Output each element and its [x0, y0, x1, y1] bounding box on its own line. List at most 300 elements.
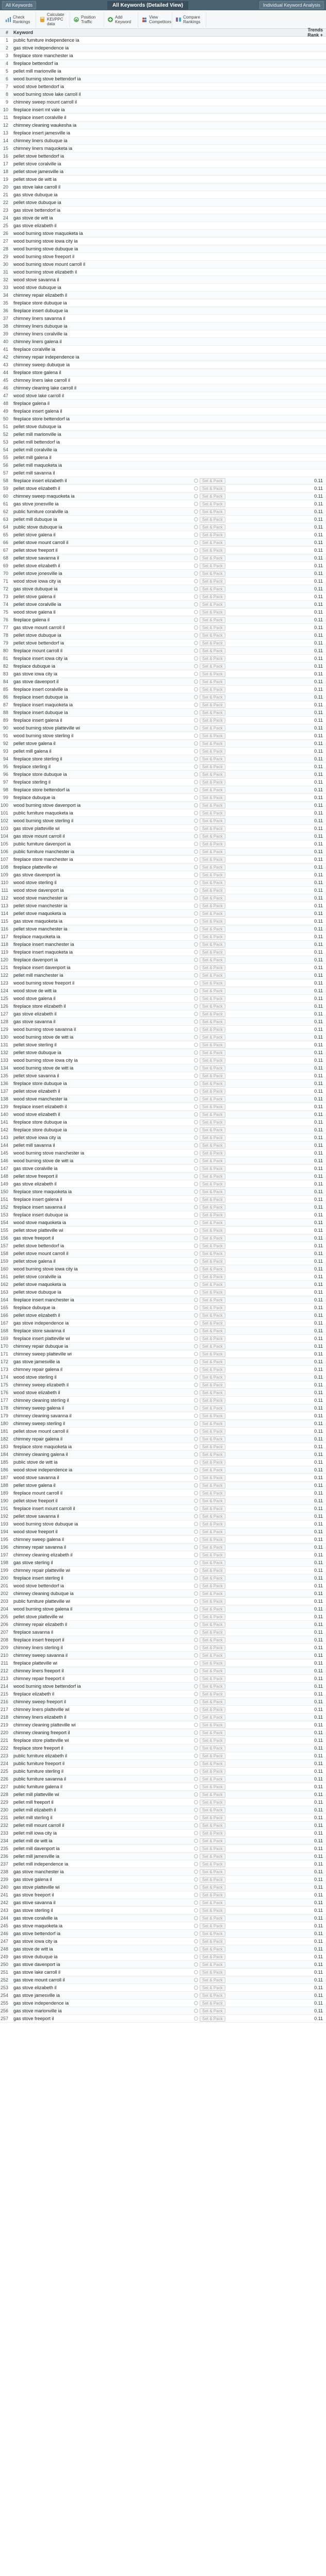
- table-row[interactable]: [0, 554, 326, 562]
- set-pack-button[interactable]: Set & Pack: [200, 2016, 225, 2022]
- set-pack-button[interactable]: Set & Pack: [200, 679, 225, 685]
- set-pack-button[interactable]: Set & Pack: [200, 942, 225, 947]
- table-row[interactable]: [0, 817, 326, 825]
- header-trends-rank[interactable]: Trends Rank +: [307, 27, 323, 38]
- set-pack-button[interactable]: Set & Pack: [200, 494, 225, 499]
- table-row[interactable]: [0, 1435, 326, 1443]
- table-row[interactable]: [0, 933, 326, 941]
- table-row[interactable]: [0, 732, 326, 740]
- table-row[interactable]: [0, 1018, 326, 1026]
- set-pack-button[interactable]: Set & Pack: [200, 1985, 225, 1991]
- set-pack-button[interactable]: Set & Pack: [200, 1514, 225, 1519]
- table-row[interactable]: [0, 1976, 326, 1984]
- table-row[interactable]: [0, 323, 326, 330]
- set-pack-button[interactable]: Set & Pack: [200, 1004, 225, 1009]
- table-row[interactable]: [0, 261, 326, 268]
- table-row[interactable]: [0, 755, 326, 763]
- table-row[interactable]: [0, 840, 326, 848]
- set-pack-button[interactable]: Set & Pack: [200, 1923, 225, 1929]
- set-pack-button[interactable]: Set & Pack: [200, 787, 225, 793]
- table-row[interactable]: [0, 1999, 326, 2007]
- table-row[interactable]: [0, 106, 326, 114]
- table-row[interactable]: [0, 1837, 326, 1845]
- table-row[interactable]: [0, 129, 326, 137]
- table-row[interactable]: [0, 1922, 326, 1930]
- set-pack-button[interactable]: Set & Pack: [200, 1212, 225, 1218]
- set-pack-button[interactable]: Set & Pack: [200, 625, 225, 631]
- table-row[interactable]: [0, 462, 326, 469]
- set-pack-button[interactable]: Set & Pack: [200, 733, 225, 739]
- set-pack-button[interactable]: Set & Pack: [200, 640, 225, 646]
- table-row[interactable]: [0, 740, 326, 748]
- view-competitors-button[interactable]: [138, 12, 172, 27]
- table-row[interactable]: [0, 1350, 326, 1358]
- set-pack-button[interactable]: Set & Pack: [200, 1189, 225, 1195]
- table-row[interactable]: [0, 1737, 326, 1744]
- table-row[interactable]: [0, 616, 326, 624]
- table-row[interactable]: [0, 1142, 326, 1149]
- table-row[interactable]: [0, 1698, 326, 1706]
- table-row[interactable]: [0, 1829, 326, 1837]
- table-row[interactable]: [0, 268, 326, 276]
- set-pack-button[interactable]: Set & Pack: [200, 1575, 225, 1581]
- set-pack-button[interactable]: Set & Pack: [200, 602, 225, 607]
- table-row[interactable]: [0, 145, 326, 152]
- set-pack-button[interactable]: Set & Pack: [200, 1290, 225, 1295]
- table-row[interactable]: [0, 1899, 326, 1907]
- table-row[interactable]: [0, 972, 326, 979]
- table-row[interactable]: [0, 786, 326, 794]
- set-pack-button[interactable]: Set & Pack: [200, 1800, 225, 1805]
- table-row[interactable]: [0, 469, 326, 477]
- set-pack-button[interactable]: Set & Pack: [200, 1320, 225, 1326]
- table-row[interactable]: [0, 1629, 326, 1636]
- table-row[interactable]: [0, 516, 326, 523]
- set-pack-button[interactable]: Set & Pack: [200, 1537, 225, 1543]
- table-row[interactable]: [0, 1945, 326, 1953]
- table-row[interactable]: [0, 848, 326, 856]
- set-pack-button[interactable]: Set & Pack: [200, 656, 225, 662]
- table-row[interactable]: [0, 578, 326, 585]
- set-pack-button[interactable]: Set & Pack: [200, 702, 225, 708]
- set-pack-button[interactable]: Set & Pack: [200, 1143, 225, 1148]
- set-pack-button[interactable]: Set & Pack: [200, 1784, 225, 1790]
- set-pack-button[interactable]: Set & Pack: [200, 795, 225, 801]
- set-pack-button[interactable]: Set & Pack: [200, 749, 225, 754]
- set-pack-button[interactable]: Set & Pack: [200, 895, 225, 901]
- table-row[interactable]: [0, 83, 326, 91]
- table-row[interactable]: [0, 1775, 326, 1783]
- table-row[interactable]: [0, 833, 326, 840]
- set-pack-button[interactable]: Set & Pack: [200, 1529, 225, 1535]
- table-row[interactable]: [0, 678, 326, 686]
- set-pack-button[interactable]: Set & Pack: [200, 594, 225, 600]
- set-pack-button[interactable]: Set & Pack: [200, 880, 225, 886]
- set-pack-button[interactable]: Set & Pack: [200, 911, 225, 917]
- table-row[interactable]: [0, 686, 326, 693]
- table-row[interactable]: [0, 1768, 326, 1775]
- table-row[interactable]: [0, 670, 326, 678]
- set-pack-button[interactable]: Set & Pack: [200, 1367, 225, 1372]
- table-row[interactable]: [0, 238, 326, 245]
- table-row[interactable]: [0, 1559, 326, 1567]
- set-pack-button[interactable]: Set & Pack: [200, 1715, 225, 1720]
- set-pack-button[interactable]: Set & Pack: [200, 1691, 225, 1697]
- table-row[interactable]: [0, 717, 326, 724]
- set-pack-button[interactable]: Set & Pack: [200, 1429, 225, 1434]
- set-pack-button[interactable]: Set & Pack: [200, 934, 225, 940]
- set-pack-button[interactable]: Set & Pack: [200, 532, 225, 538]
- table-row[interactable]: [0, 230, 326, 238]
- set-pack-button[interactable]: Set & Pack: [200, 1861, 225, 1867]
- table-row[interactable]: [0, 763, 326, 771]
- table-row[interactable]: [0, 585, 326, 593]
- table-row[interactable]: [0, 1312, 326, 1319]
- table-row[interactable]: [0, 60, 326, 67]
- set-pack-button[interactable]: Set & Pack: [200, 841, 225, 847]
- table-row[interactable]: [0, 902, 326, 910]
- set-pack-button[interactable]: Set & Pack: [200, 1089, 225, 1094]
- table-row[interactable]: [0, 925, 326, 933]
- table-row[interactable]: [0, 1953, 326, 1961]
- table-row[interactable]: [0, 1227, 326, 1234]
- table-row[interactable]: [0, 1466, 326, 1474]
- table-row[interactable]: [0, 1026, 326, 1033]
- set-pack-button[interactable]: Set & Pack: [200, 1776, 225, 1782]
- set-pack-button[interactable]: Set & Pack: [200, 1359, 225, 1365]
- set-pack-button[interactable]: Set & Pack: [200, 1081, 225, 1087]
- table-row[interactable]: [0, 964, 326, 972]
- table-row[interactable]: [0, 1088, 326, 1095]
- table-row[interactable]: [0, 1118, 326, 1126]
- set-pack-button[interactable]: Set & Pack: [200, 1545, 225, 1550]
- set-pack-button[interactable]: Set & Pack: [200, 1854, 225, 1859]
- table-row[interactable]: [0, 856, 326, 863]
- set-pack-button[interactable]: Set & Pack: [200, 779, 225, 785]
- table-row[interactable]: [0, 802, 326, 809]
- set-pack-button[interactable]: Set & Pack: [200, 996, 225, 1002]
- set-pack-button[interactable]: Set & Pack: [200, 965, 225, 971]
- table-row[interactable]: [0, 1528, 326, 1536]
- set-pack-button[interactable]: Set & Pack: [200, 1699, 225, 1705]
- table-row[interactable]: [0, 330, 326, 338]
- table-row[interactable]: [0, 1111, 326, 1118]
- set-pack-button[interactable]: Set & Pack: [200, 555, 225, 561]
- table-row[interactable]: [0, 1860, 326, 1868]
- table-row[interactable]: [0, 377, 326, 384]
- set-pack-button[interactable]: Set & Pack: [200, 486, 225, 492]
- set-pack-button[interactable]: Set & Pack: [200, 1653, 225, 1658]
- table-row[interactable]: [0, 887, 326, 894]
- set-pack-button[interactable]: Set & Pack: [200, 633, 225, 638]
- table-row[interactable]: [0, 894, 326, 902]
- set-pack-button[interactable]: Set & Pack: [200, 1614, 225, 1620]
- set-pack-button[interactable]: Set & Pack: [200, 1823, 225, 1828]
- set-pack-button[interactable]: Set & Pack: [200, 501, 225, 507]
- set-pack-button[interactable]: Set & Pack: [200, 1769, 225, 1774]
- table-row[interactable]: [0, 361, 326, 369]
- table-row[interactable]: [0, 1992, 326, 1999]
- table-row[interactable]: [0, 1667, 326, 1675]
- set-pack-button[interactable]: Set & Pack: [200, 1313, 225, 1318]
- set-pack-button[interactable]: Set & Pack: [200, 1730, 225, 1736]
- set-pack-button[interactable]: Set & Pack: [200, 1243, 225, 1249]
- set-pack-button[interactable]: Set & Pack: [200, 1282, 225, 1287]
- table-row[interactable]: [0, 1080, 326, 1088]
- table-row[interactable]: [0, 1605, 326, 1613]
- table-row[interactable]: [0, 570, 326, 578]
- table-row[interactable]: [0, 1914, 326, 1922]
- table-row[interactable]: [0, 1652, 326, 1659]
- table-row[interactable]: [0, 794, 326, 802]
- set-pack-button[interactable]: Set & Pack: [200, 718, 225, 723]
- set-pack-button[interactable]: Set & Pack: [200, 1344, 225, 1349]
- set-pack-button[interactable]: Set & Pack: [200, 1158, 225, 1164]
- table-row[interactable]: [0, 1041, 326, 1049]
- set-pack-button[interactable]: Set & Pack: [200, 1676, 225, 1682]
- set-pack-button[interactable]: Set & Pack: [200, 1660, 225, 1666]
- table-row[interactable]: [0, 1428, 326, 1435]
- table-row[interactable]: [0, 477, 326, 485]
- table-row[interactable]: [0, 1327, 326, 1335]
- table-row[interactable]: [0, 1907, 326, 1914]
- table-row[interactable]: [0, 1281, 326, 1289]
- table-row[interactable]: [0, 1721, 326, 1729]
- table-row[interactable]: [0, 1752, 326, 1760]
- set-pack-button[interactable]: Set & Pack: [200, 903, 225, 909]
- table-row[interactable]: [0, 338, 326, 346]
- table-row[interactable]: [0, 1497, 326, 1505]
- set-pack-button[interactable]: Set & Pack: [200, 1251, 225, 1257]
- set-pack-button[interactable]: Set & Pack: [200, 1684, 225, 1689]
- table-row[interactable]: [0, 1814, 326, 1822]
- table-row[interactable]: [0, 1010, 326, 1018]
- table-row[interactable]: [0, 1188, 326, 1196]
- set-pack-button[interactable]: Set & Pack: [200, 1328, 225, 1334]
- table-row[interactable]: [0, 1234, 326, 1242]
- compare-rankings-button[interactable]: [172, 12, 206, 27]
- set-pack-button[interactable]: Set & Pack: [200, 509, 225, 515]
- set-pack-button[interactable]: Set & Pack: [200, 1460, 225, 1465]
- set-pack-button[interactable]: Set & Pack: [200, 524, 225, 530]
- table-row[interactable]: [0, 1265, 326, 1273]
- set-pack-button[interactable]: Set & Pack: [200, 1591, 225, 1597]
- set-pack-button[interactable]: Set & Pack: [200, 694, 225, 700]
- table-row[interactable]: [0, 871, 326, 879]
- set-pack-button[interactable]: Set & Pack: [200, 571, 225, 577]
- table-row[interactable]: [0, 1258, 326, 1265]
- table-row[interactable]: [0, 1250, 326, 1258]
- calculate-kei-button[interactable]: [36, 12, 70, 27]
- set-pack-button[interactable]: Set & Pack: [200, 857, 225, 862]
- table-row[interactable]: [0, 941, 326, 948]
- table-row[interactable]: [0, 183, 326, 191]
- table-row[interactable]: [0, 1984, 326, 1992]
- set-pack-button[interactable]: Set & Pack: [200, 617, 225, 623]
- table-row[interactable]: [0, 1551, 326, 1559]
- set-pack-button[interactable]: Set & Pack: [200, 2008, 225, 2014]
- set-pack-button[interactable]: Set & Pack: [200, 1421, 225, 1427]
- table-row[interactable]: [0, 771, 326, 778]
- set-pack-button[interactable]: Set & Pack: [200, 1939, 225, 1944]
- table-row[interactable]: [0, 346, 326, 353]
- table-row[interactable]: [0, 1760, 326, 1768]
- set-pack-button[interactable]: Set & Pack: [200, 756, 225, 762]
- set-pack-button[interactable]: Set & Pack: [200, 1405, 225, 1411]
- table-row[interactable]: [0, 1644, 326, 1652]
- table-row[interactable]: [0, 485, 326, 493]
- table-row[interactable]: [0, 245, 326, 253]
- set-pack-button[interactable]: Set & Pack: [200, 1351, 225, 1357]
- set-pack-button[interactable]: Set & Pack: [200, 1235, 225, 1241]
- set-pack-button[interactable]: Set & Pack: [200, 1885, 225, 1890]
- table-row[interactable]: [0, 353, 326, 361]
- set-pack-button[interactable]: Set & Pack: [200, 1637, 225, 1643]
- table-row[interactable]: [0, 299, 326, 307]
- table-row[interactable]: [0, 114, 326, 122]
- table-row[interactable]: [0, 632, 326, 639]
- set-pack-button[interactable]: Set & Pack: [200, 579, 225, 584]
- table-row[interactable]: [0, 1304, 326, 1312]
- table-row[interactable]: [0, 1335, 326, 1343]
- table-row[interactable]: [0, 1884, 326, 1891]
- set-pack-button[interactable]: Set & Pack: [200, 1042, 225, 1048]
- table-row[interactable]: [0, 1544, 326, 1551]
- table-row[interactable]: [0, 91, 326, 98]
- table-row[interactable]: [0, 1049, 326, 1057]
- set-pack-button[interactable]: Set & Pack: [200, 1104, 225, 1110]
- set-pack-button[interactable]: Set & Pack: [200, 1761, 225, 1767]
- set-pack-button[interactable]: Set & Pack: [200, 1599, 225, 1604]
- table-row[interactable]: [0, 1853, 326, 1860]
- set-pack-button[interactable]: Set & Pack: [200, 1390, 225, 1396]
- set-pack-button[interactable]: Set & Pack: [200, 1073, 225, 1079]
- set-pack-button[interactable]: Set & Pack: [200, 1807, 225, 1813]
- set-pack-button[interactable]: Set & Pack: [200, 1900, 225, 1906]
- table-row[interactable]: [0, 1799, 326, 1806]
- table-row[interactable]: [0, 423, 326, 431]
- table-row[interactable]: [0, 454, 326, 462]
- table-row[interactable]: [0, 863, 326, 871]
- table-row[interactable]: [0, 948, 326, 956]
- set-pack-button[interactable]: Set & Pack: [200, 888, 225, 893]
- individual-analysis-button[interactable]: Individual Keyword Analysis: [259, 1, 324, 9]
- set-pack-button[interactable]: Set & Pack: [200, 1127, 225, 1133]
- set-pack-button[interactable]: Set & Pack: [200, 540, 225, 546]
- table-row[interactable]: [0, 160, 326, 168]
- table-row[interactable]: [0, 1180, 326, 1188]
- table-row[interactable]: [0, 1969, 326, 1976]
- table-row[interactable]: [0, 168, 326, 176]
- set-pack-button[interactable]: Set & Pack: [200, 1977, 225, 1983]
- table-row[interactable]: [0, 1822, 326, 1829]
- set-pack-button[interactable]: Set & Pack: [200, 1745, 225, 1751]
- set-pack-button[interactable]: Set & Pack: [200, 1506, 225, 1512]
- table-row[interactable]: [0, 539, 326, 547]
- table-row[interactable]: [0, 207, 326, 214]
- table-row[interactable]: [0, 307, 326, 315]
- set-pack-button[interactable]: Set & Pack: [200, 834, 225, 839]
- table-row[interactable]: [0, 75, 326, 83]
- table-row[interactable]: [0, 1845, 326, 1853]
- table-row[interactable]: [0, 292, 326, 299]
- set-pack-button[interactable]: Set & Pack: [200, 1120, 225, 1125]
- table-row[interactable]: [0, 701, 326, 709]
- table-row[interactable]: [0, 979, 326, 987]
- table-row[interactable]: [0, 748, 326, 755]
- table-row[interactable]: [0, 1938, 326, 1945]
- table-row[interactable]: [0, 1072, 326, 1080]
- table-row[interactable]: [0, 1613, 326, 1621]
- set-pack-button[interactable]: Set & Pack: [200, 1552, 225, 1558]
- set-pack-button[interactable]: Set & Pack: [200, 1946, 225, 1952]
- set-pack-button[interactable]: Set & Pack: [200, 648, 225, 654]
- table-row[interactable]: [0, 1806, 326, 1814]
- table-row[interactable]: [0, 1289, 326, 1296]
- table-row[interactable]: [0, 724, 326, 732]
- table-row[interactable]: [0, 1683, 326, 1690]
- table-row[interactable]: [0, 608, 326, 616]
- set-pack-button[interactable]: Set & Pack: [200, 478, 225, 484]
- table-row[interactable]: [0, 1211, 326, 1219]
- set-pack-button[interactable]: Set & Pack: [200, 1259, 225, 1264]
- table-row[interactable]: [0, 1443, 326, 1451]
- set-pack-button[interactable]: Set & Pack: [200, 1490, 225, 1496]
- set-pack-button[interactable]: Set & Pack: [200, 826, 225, 832]
- set-pack-button[interactable]: Set & Pack: [200, 1228, 225, 1233]
- table-row[interactable]: [0, 1033, 326, 1041]
- set-pack-button[interactable]: Set & Pack: [200, 1065, 225, 1071]
- table-row[interactable]: [0, 1103, 326, 1111]
- set-pack-button[interactable]: Set & Pack: [200, 1019, 225, 1025]
- set-pack-button[interactable]: Set & Pack: [200, 517, 225, 522]
- table-row[interactable]: [0, 1173, 326, 1180]
- set-pack-button[interactable]: Set & Pack: [200, 1630, 225, 1635]
- table-row[interactable]: [0, 1095, 326, 1103]
- table-row[interactable]: [0, 1598, 326, 1605]
- table-row[interactable]: [0, 98, 326, 106]
- table-row[interactable]: [0, 1675, 326, 1683]
- table-row[interactable]: [0, 1319, 326, 1327]
- table-row[interactable]: [0, 624, 326, 632]
- table-row[interactable]: [0, 1204, 326, 1211]
- table-row[interactable]: [0, 825, 326, 833]
- set-pack-button[interactable]: Set & Pack: [200, 1413, 225, 1419]
- table-row[interactable]: [0, 1636, 326, 1644]
- set-pack-button[interactable]: Set & Pack: [200, 725, 225, 731]
- table-row[interactable]: [0, 1219, 326, 1227]
- set-pack-button[interactable]: Set & Pack: [200, 1436, 225, 1442]
- table-row[interactable]: [0, 1064, 326, 1072]
- set-pack-button[interactable]: Set & Pack: [200, 1274, 225, 1280]
- table-row[interactable]: [0, 531, 326, 539]
- set-pack-button[interactable]: Set & Pack: [200, 1622, 225, 1628]
- set-pack-button[interactable]: Set & Pack: [200, 1011, 225, 1017]
- table-row[interactable]: [0, 778, 326, 786]
- set-pack-button[interactable]: Set & Pack: [200, 1035, 225, 1040]
- set-pack-button[interactable]: Set & Pack: [200, 1297, 225, 1303]
- set-pack-button[interactable]: Set & Pack: [200, 1606, 225, 1612]
- set-pack-button[interactable]: Set & Pack: [200, 919, 225, 924]
- table-row[interactable]: [0, 384, 326, 392]
- table-row[interactable]: [0, 1296, 326, 1304]
- table-row[interactable]: [0, 1590, 326, 1598]
- set-pack-button[interactable]: Set & Pack: [200, 1738, 225, 1743]
- table-row[interactable]: [0, 1343, 326, 1350]
- table-row[interactable]: [0, 1536, 326, 1544]
- table-row[interactable]: [0, 1659, 326, 1667]
- set-pack-button[interactable]: Set & Pack: [200, 1382, 225, 1388]
